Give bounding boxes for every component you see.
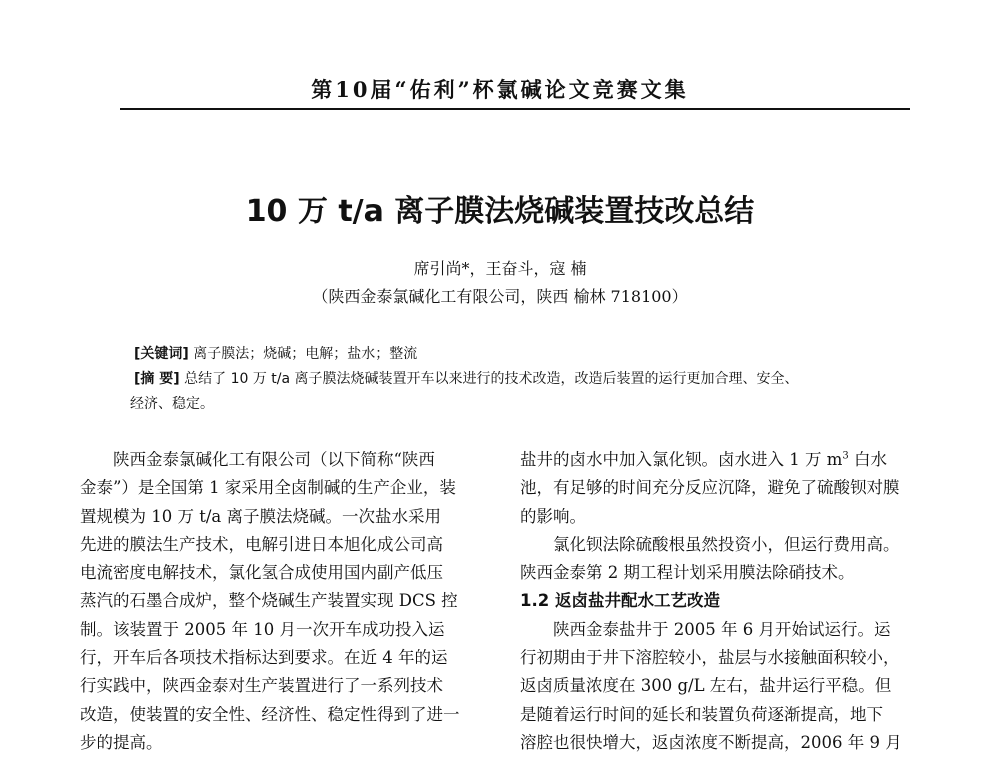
body-line: 返卤质量浓度在 300 g/L 左右，盐井运行平稳。但 bbox=[520, 676, 892, 696]
body-line: 池，有足够的时间充分反应沉降，避免了硫酸钡对膜 bbox=[520, 478, 900, 498]
body-line: 制。该装置于 2005 年 10 月一次开车成功投入运 bbox=[80, 619, 445, 639]
right-column bbox=[520, 446, 920, 757]
authors: 席引尚*，王奋斗，寇 楠 bbox=[413, 259, 587, 278]
body-line: 的影响。 bbox=[520, 506, 586, 526]
body-line: 行实践中，陕西金泰对生产装置进行了一系列技术 bbox=[80, 676, 443, 696]
body-line: 先进的膜法生产技术，电解引进日本旭化成公司高 bbox=[80, 534, 443, 554]
section-heading: 1.2 返卤盐井配水工艺改造 bbox=[520, 591, 720, 611]
affiliation: （陕西金泰氯碱化工有限公司，陕西 榆林 718100） bbox=[312, 287, 688, 306]
body-line: 置规模为 10 万 t/a 离子膜法烧碱。一次盐水采用 bbox=[80, 506, 442, 526]
body-line bbox=[520, 446, 920, 474]
body-line-part: 白水 bbox=[848, 450, 888, 469]
body-line: 氯化钡法除硫酸根虽然投资小，但运行费用高。 bbox=[553, 534, 900, 554]
body-line: 改造，使装置的安全性、经济性、稳定性得到了进一 bbox=[80, 704, 460, 724]
body-line-part: 盐井的卤水中加入氯化钡。卤水进入 1 万 m bbox=[520, 450, 843, 469]
keywords-abstract-block bbox=[130, 342, 904, 417]
abstract-text-line-2: 经济、稳定。 bbox=[130, 396, 214, 412]
header-rule bbox=[120, 108, 910, 110]
body-line: 金泰”）是全国第 1 家采用全卤制碱的生产企业，装 bbox=[80, 478, 456, 498]
left-column bbox=[80, 446, 500, 757]
body-line: 蒸汽的石墨合成炉，整个烧碱生产装置实现 DCS 控 bbox=[80, 591, 458, 611]
abstract-text-line-1: 总结了 10 万 t/a 离子膜法烧碱装置开车以来进行的技术改造，改造后装置的运行更加合理、安全、 bbox=[184, 371, 799, 387]
body-line: 溶腔也很快增大，返卤浓度不断提高，2006 年 9 月 bbox=[520, 732, 902, 752]
body-line: 陕西金泰盐井于 2005 年 6 月开始试运行。运 bbox=[553, 619, 891, 639]
body-line: 行初期由于井下溶腔较小，盐层与水接触面积较小， bbox=[520, 648, 900, 668]
abstract-label: [摘 要] bbox=[134, 371, 180, 387]
superscript: 3 bbox=[842, 450, 849, 462]
body-line: 陕西金泰第 2 期工程计划采用膜法除硝技术。 bbox=[520, 563, 855, 583]
body-line: 是随着运行时间的延长和装置负荷逐渐提高，地下 bbox=[520, 704, 883, 724]
keywords-label: [关键词] bbox=[134, 346, 189, 362]
keywords-line bbox=[134, 342, 904, 367]
abstract-line bbox=[134, 367, 904, 392]
body-line: 行，开车后各项技术指标达到要求。在近 4 年的运 bbox=[80, 648, 448, 668]
body-line: 步的提高。 bbox=[80, 732, 163, 752]
body-line: 陕西金泰氯碱化工有限公司（以下简称“陕西 bbox=[113, 450, 435, 469]
keywords-text: 离子膜法；烧碱；电解；盐水；整流 bbox=[193, 346, 418, 362]
running-header: 第10届“佑利”杯氯碱论文竞赛文集 bbox=[311, 77, 689, 102]
body-line: 电流密度电解技术，氯化氢合成使用国内副产低压 bbox=[80, 563, 443, 583]
paper-title: 10 万 t/a 离子膜法烧碱装置技改总结 bbox=[245, 194, 755, 229]
